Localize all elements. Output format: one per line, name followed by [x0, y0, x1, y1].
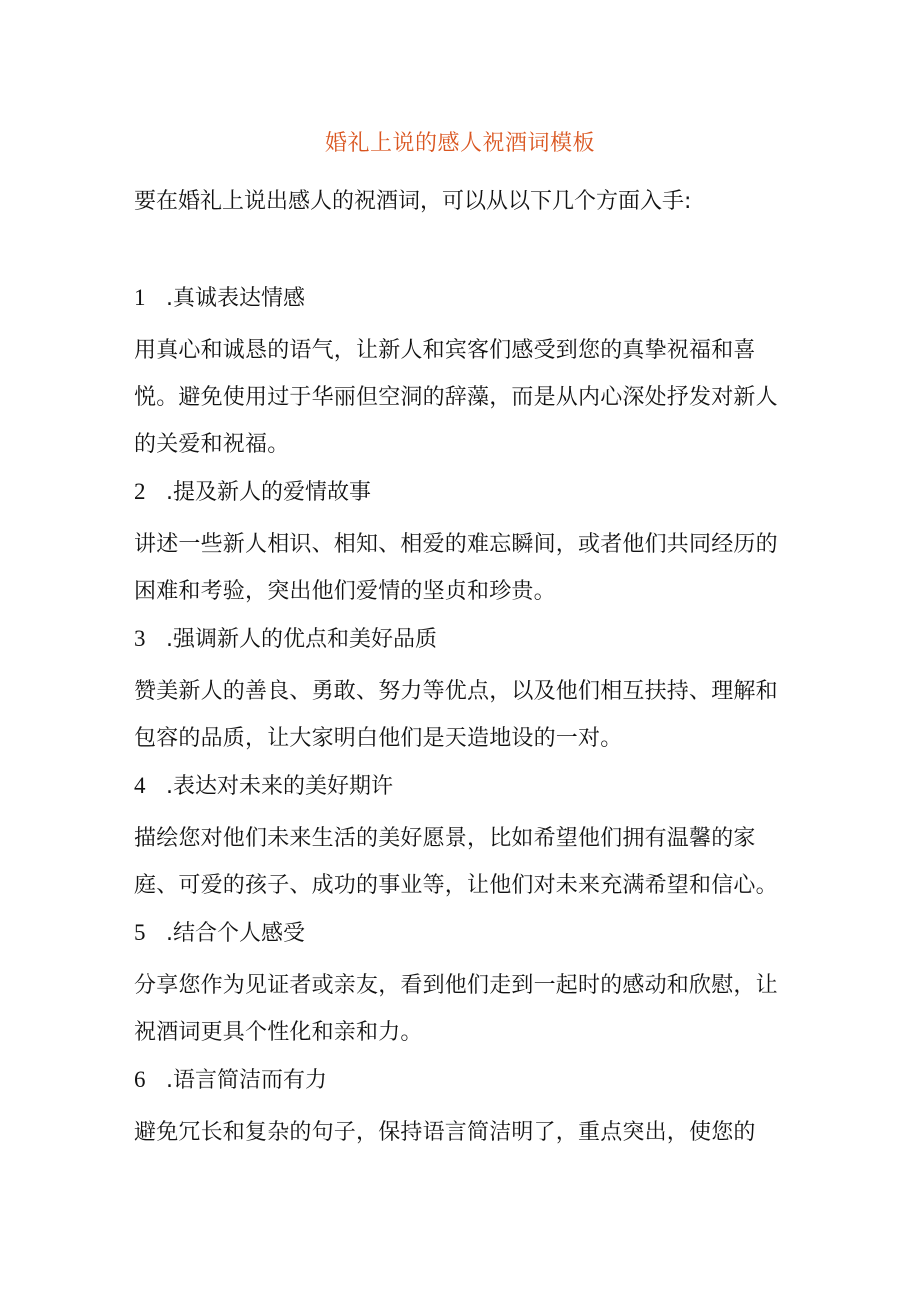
- section-body: 赞美新人的善良、勇敢、努力等优点，以及他们相互扶持、理解和包容的品质，让大家明白他们是天造地设的一对。: [134, 679, 778, 751]
- section-heading: [134, 913, 790, 954]
- document-title: 婚礼上说的感人祝酒词模板: [324, 131, 595, 156]
- section-body: 避免冗长和复杂的句子，保持语言简洁明了，重点突出，使您的: [134, 1120, 756, 1145]
- section-number: 6: [134, 1067, 146, 1092]
- section-heading: [134, 278, 790, 319]
- section-body: 用真心和诚恳的语气，让新人和宾客们感受到您的真挚祝福和喜悦。避免使用过于华丽但空洞的辞藻，而是从内心深处抒发对新人的关爱和祝福。: [134, 338, 778, 457]
- section-heading: [134, 472, 790, 513]
- intro-paragraph: 要在婚礼上说出感人的祝酒词，可以从以下几个方面入手:: [134, 189, 692, 214]
- document-content: [134, 182, 790, 1160]
- section-heading: [134, 766, 790, 807]
- section-heading-text: .结合个人感受: [166, 921, 305, 946]
- section-body: 描绘您对他们未来生活的美好愿景，比如希望他们拥有温馨的家庭、可爱的孩子、成功的事业等，让他们对未来充满希望和信心。: [134, 826, 778, 898]
- section-body: 分享您作为见证者或亲友，看到他们走到一起时的感动和欣慰，让祝酒词更具个性化和亲和力。: [134, 973, 778, 1045]
- section-heading-text: .提及新人的爱情故事: [166, 480, 371, 505]
- section-2: [134, 472, 790, 615]
- section-1: [134, 278, 790, 468]
- section-heading-text: .语言简洁而有力: [166, 1068, 327, 1093]
- section-heading-text: .表达对未来的美好期许: [166, 774, 393, 799]
- section-heading-text: .强调新人的优点和美好品质: [166, 627, 437, 652]
- section-heading: [134, 1060, 790, 1101]
- section-3: [134, 619, 790, 762]
- section-body: 讲述一些新人相识、相知、相爱的难忘瞬间，或者他们共同经历的困难和考验，突出他们爱情的坚贞和珍贵。: [134, 532, 778, 604]
- section-heading: [134, 619, 790, 660]
- section-5: [134, 913, 790, 1056]
- section-number: 2: [134, 479, 146, 504]
- section-6: [134, 1060, 790, 1156]
- section-4: [134, 766, 790, 909]
- section-number: 1: [134, 285, 146, 310]
- section-number: 5: [134, 920, 146, 945]
- section-heading-text: .真诚表达情感: [166, 286, 305, 311]
- section-number: 3: [134, 626, 146, 651]
- section-number: 4: [134, 773, 146, 798]
